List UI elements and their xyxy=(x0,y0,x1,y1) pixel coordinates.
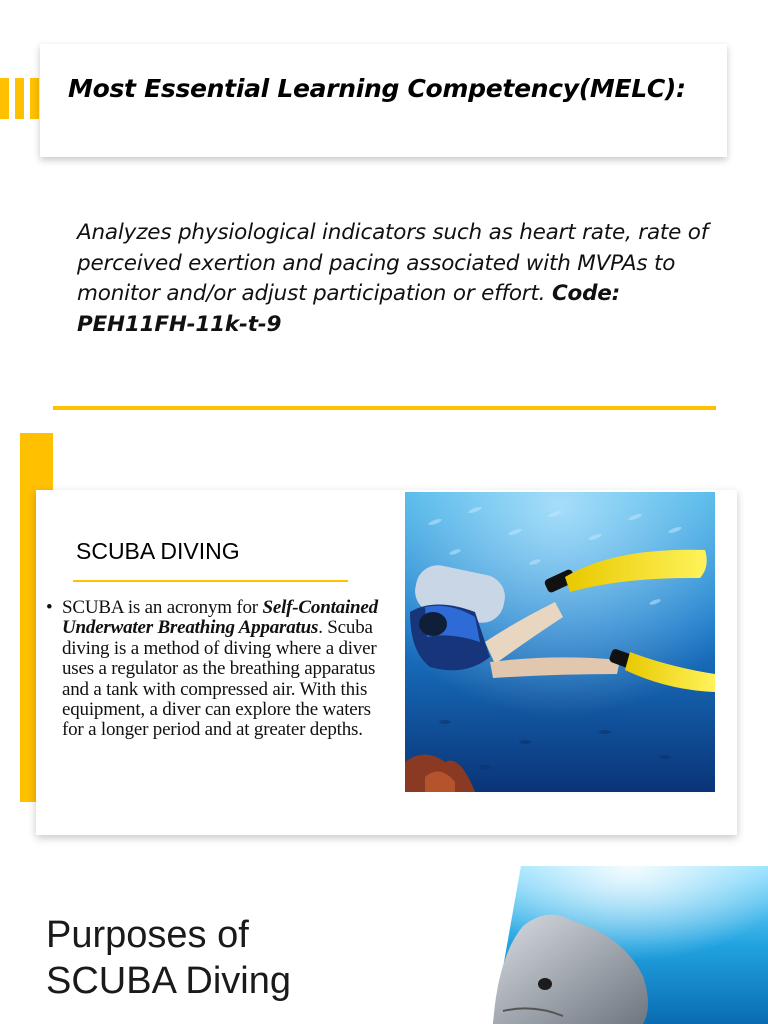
purposes-title-line2: SCUBA Diving xyxy=(46,960,291,1002)
scuba-card xyxy=(36,490,737,835)
purposes-title-line1: Purposes of xyxy=(46,914,249,956)
dolphin-photo xyxy=(493,866,768,1024)
accent-stripe xyxy=(30,78,39,119)
accent-stripe xyxy=(15,78,24,119)
scuba-diver-photo xyxy=(405,492,715,792)
section-divider xyxy=(53,406,716,410)
melc-description xyxy=(77,218,717,340)
melc-title: Most Essential Learning Competency(MELC): xyxy=(68,74,686,103)
melc-code: Code: PEH11FH-11k-t-9 xyxy=(77,281,621,337)
scuba-heading: SCUBA DIVING xyxy=(76,538,240,564)
accent-edge xyxy=(20,490,36,802)
scuba-acronym: Self-Contained Underwater Breathing Apparatus xyxy=(62,597,378,639)
accent-tab xyxy=(20,433,53,490)
accent-stripe xyxy=(0,78,9,119)
melc-title-card xyxy=(40,44,727,157)
scuba-explanation: . Scuba diving is a method of diving where a diver uses a regulator as the breathing apparatus and a tank with compressed air. With this equipment, a diver can explore the waters for a longer period and at greater depths. xyxy=(62,617,377,741)
bullet-icon: • xyxy=(46,597,53,618)
heading-underline xyxy=(73,580,348,582)
scuba-intro: SCUBA is an acronym for xyxy=(62,597,263,618)
scuba-paragraph xyxy=(62,598,381,741)
scuba-bullet-item xyxy=(46,598,381,741)
melc-description-text: Analyzes physiological indicators such as heart rate, rate of perceived exertion and pacing associated with MVPAs to monitor and/or adjust participation or effort. xyxy=(77,220,709,306)
purposes-title xyxy=(46,912,291,1004)
